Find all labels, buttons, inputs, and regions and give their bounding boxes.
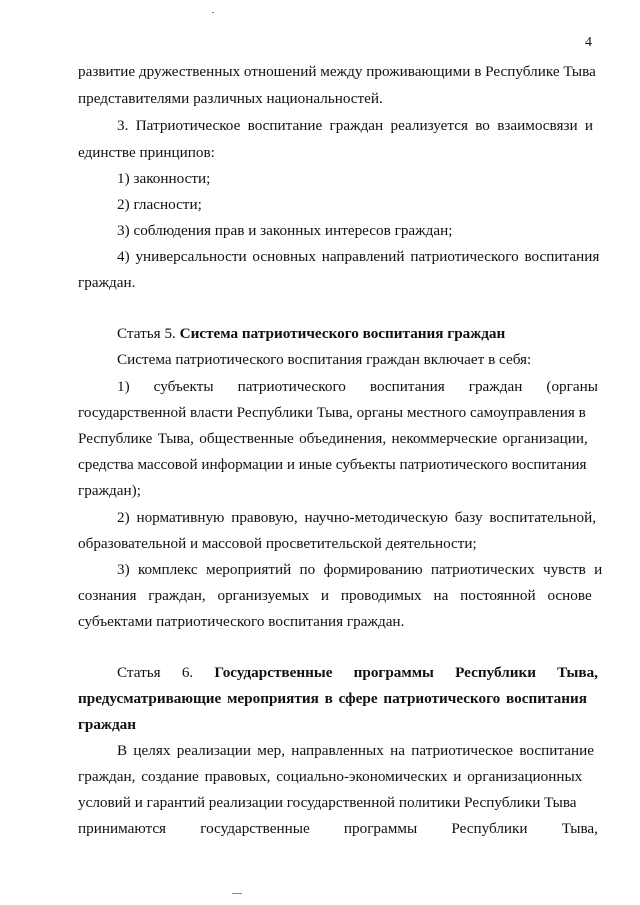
text-line: средства массовой информации и иные субъекты патриотического воспитания	[78, 456, 587, 473]
text-line: субъектами патриотического воспитания граждан.	[78, 613, 405, 630]
word: граждан	[468, 378, 523, 395]
list-item: 1) законности;	[117, 170, 211, 187]
text: предусматривающие мероприятия в сфере патриотического воспитания	[78, 690, 587, 707]
word: 1)	[117, 378, 130, 395]
article-5-heading	[117, 325, 598, 343]
word: Республики	[455, 664, 536, 681]
paragraph-3-line-1	[117, 117, 598, 135]
text-line	[78, 587, 598, 605]
text-line: граждан.	[78, 274, 136, 291]
article-title: Система патриотического воспитания граждан	[179, 325, 506, 342]
text-line: представителями различных национальностей.	[78, 90, 383, 107]
text: 2) нормативную правовую, научно-методическую базу воспитательной,	[117, 509, 597, 526]
article-6-heading-line-1	[117, 664, 598, 682]
text-line	[78, 63, 598, 81]
text-line	[78, 430, 598, 448]
text: 3. Патриотическое воспитание граждан реализуется во взаимосвязи и	[117, 117, 594, 134]
text-line: государственной власти Республики Тыва, органы местного самоуправления в	[78, 404, 586, 421]
text: развитие дружественных отношений между проживающими в Республике Тыва	[78, 63, 596, 80]
text-line	[117, 561, 603, 579]
text-line	[78, 768, 598, 786]
justified-line	[117, 378, 598, 396]
word: субъекты	[153, 378, 214, 395]
text-line	[117, 509, 598, 527]
scan-speck	[212, 12, 214, 13]
text: 3) комплекс мероприятий по формированию патриотических чувств и	[117, 561, 603, 578]
text: сознания граждан, организуемых и проводимых на постоянной основе	[78, 587, 592, 604]
page-number: 4	[585, 35, 592, 50]
word: воспитания	[369, 378, 445, 395]
word: Статья	[117, 664, 161, 681]
text-line	[78, 794, 598, 812]
word: патриотического	[237, 378, 346, 395]
word: Государственные	[214, 664, 333, 681]
article-prefix: Статья 5.	[117, 325, 176, 342]
word: Республики	[451, 820, 528, 837]
list-item: 2) гласности;	[117, 196, 202, 213]
word: (органы	[546, 378, 598, 395]
word: государственные	[200, 820, 310, 837]
text-line: образовательной и массовой просветительской деятельности;	[78, 535, 477, 552]
article-6-heading-line-2	[78, 690, 598, 708]
text: Республике Тыва, общественные объединения, некоммерческие организации,	[78, 430, 588, 447]
word: Тыва,	[557, 664, 598, 681]
text: граждан, создание правовых, социально-экономических и организационных	[78, 768, 583, 785]
justified-line	[78, 820, 598, 838]
word: 6.	[181, 664, 194, 681]
text-line: граждан);	[78, 482, 141, 499]
text-line: единстве принципов:	[78, 144, 215, 161]
article-6-heading-line-3: граждан	[78, 716, 136, 733]
word: принимаются	[78, 820, 167, 837]
text-line: Система патриотического воспитания граждан включает в себя:	[117, 351, 532, 368]
word: программы	[353, 664, 434, 681]
text: условий и гарантий реализации государственной политики Республики Тыва	[78, 794, 577, 811]
text: В целях реализации мер, направленных на патриотическое воспитание	[117, 742, 594, 759]
scan-speck	[232, 893, 242, 894]
list-item: 3) соблюдения прав и законных интересов граждан;	[117, 222, 453, 239]
list-item	[117, 248, 598, 266]
text: 4) универсальности основных направлений патриотического воспитания	[117, 248, 600, 265]
text-line	[117, 742, 598, 760]
word: Тыва,	[561, 820, 598, 837]
word: программы	[343, 820, 418, 837]
